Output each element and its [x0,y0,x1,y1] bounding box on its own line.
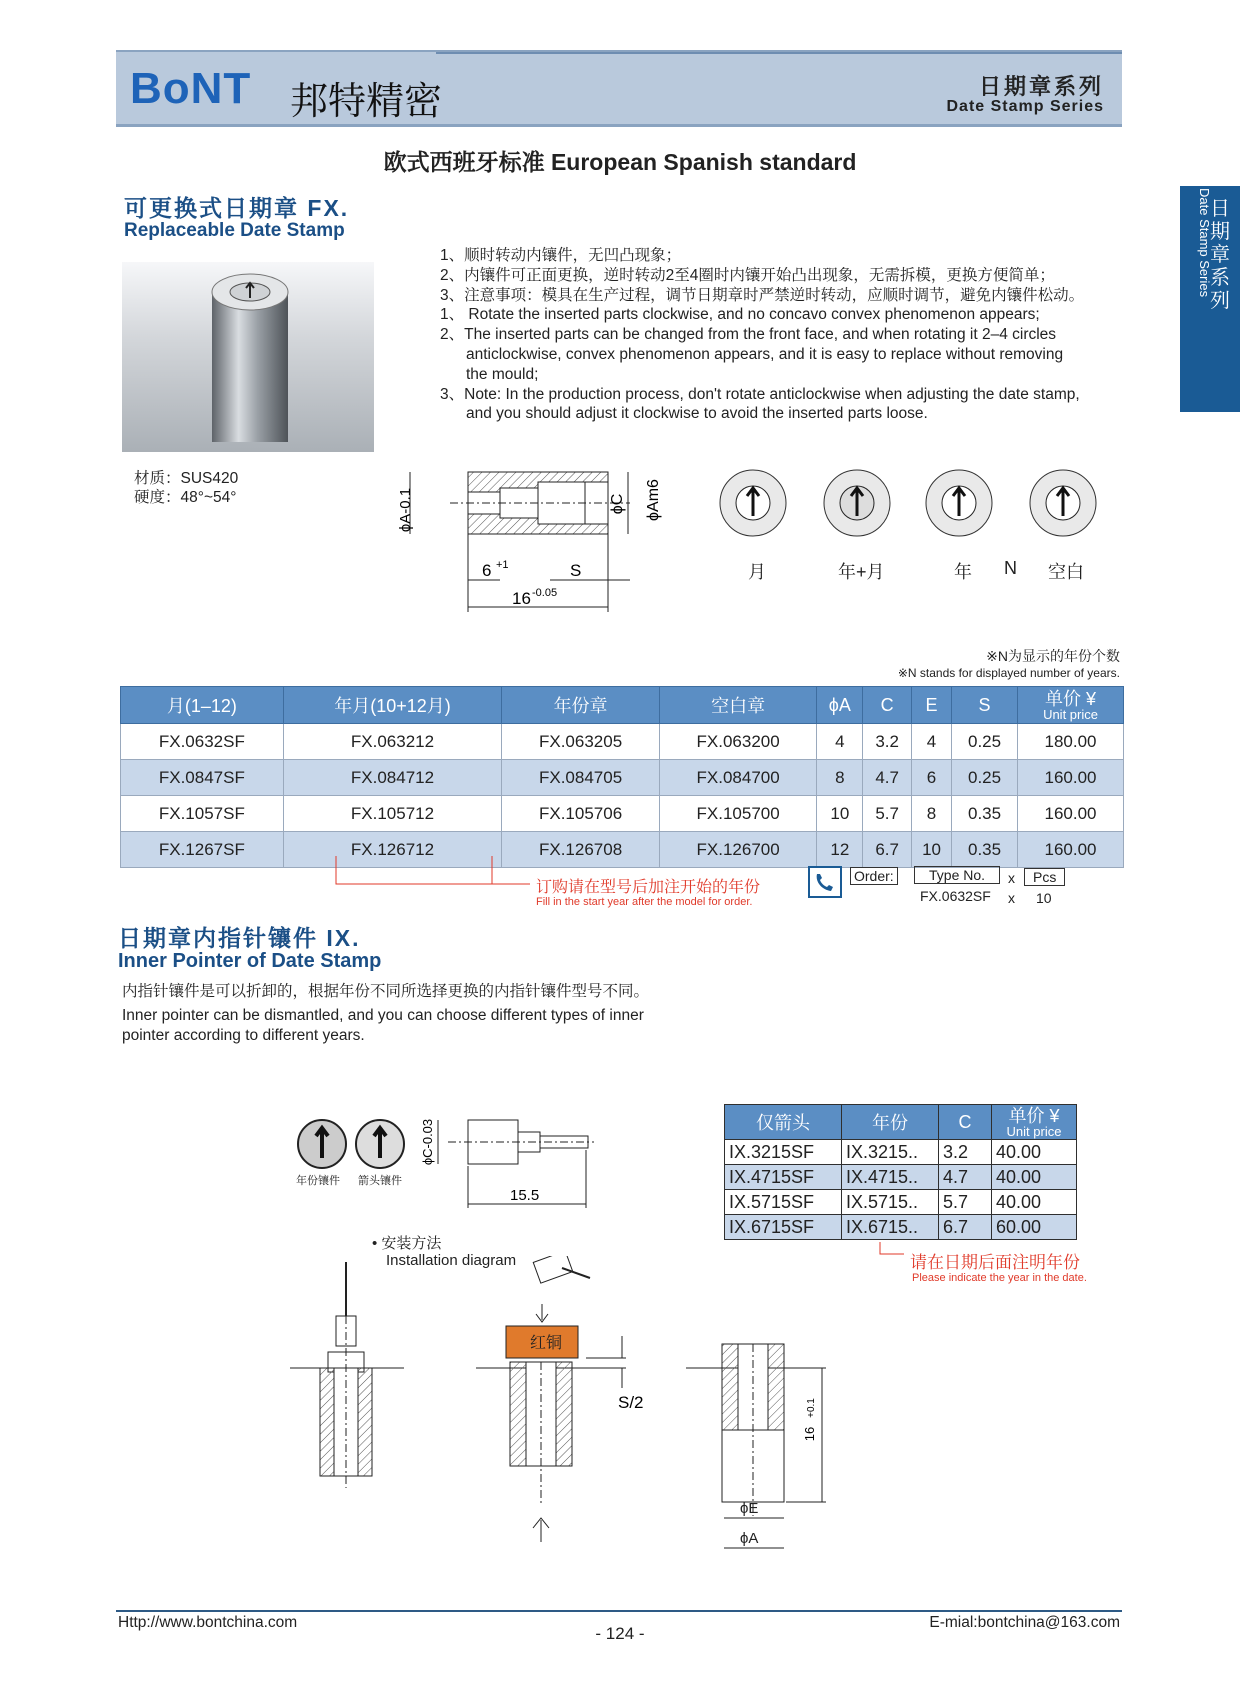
dial-icon [1028,468,1098,538]
dial-n: N [1004,558,1017,578]
cell: FX.063200 [659,724,817,760]
footer-line [116,1610,1122,1612]
cell: IX.6715SF [725,1215,842,1240]
cell: 0.25 [952,724,1018,760]
dial-label-year-month: 年+月 [838,562,885,582]
dim-a-tol: ϕA-0.1 [397,487,414,533]
series-title-en: Date Stamp Series [946,98,1104,115]
cell: FX.105700 [659,796,817,832]
note-line: the mould; [466,365,539,383]
cell: FX.126708 [502,832,660,868]
dial-label-year: 年 [954,562,972,582]
install-dim-16: 16 [802,1426,817,1442]
table-row [725,1140,1077,1165]
cell: 3.2 [863,724,912,760]
copper-label: 红铜 [530,1335,563,1352]
order-example-type: FX.0632SF [920,888,991,904]
col-header: S [952,687,1018,724]
cell: IX.3215SF [725,1140,842,1165]
order-note-en: Fill in the start year after the model for order. [536,896,753,908]
order-pcs: Pcs [1024,868,1065,886]
table-header-row [121,687,1124,724]
order-example-qty: 10 [1036,890,1052,906]
col-header: 仅箭头 [725,1105,842,1140]
dim-16-tol: -0.05 [532,587,558,599]
ix-desc-cn: 内指针镶件是可以折卸的，根据年份不同所选择更换的内指针镶件型号不同。 [122,983,650,1000]
table-row [121,724,1124,760]
phone-icon [808,866,842,903]
ix-title-cn: 日期章内指针镶件 IX. [118,925,361,951]
cell: FX.084700 [659,760,817,796]
cell: FX.1267SF [121,832,284,868]
table-header-row [725,1105,1077,1140]
col-header: 年份 [842,1105,939,1140]
dial-icon [822,468,892,538]
cell: 40.00 [992,1190,1077,1215]
col-header: ϕA [817,687,863,724]
logo-cn: 邦特精密 [290,79,443,123]
cell: FX.126712 [283,832,502,868]
cell: IX.3215.. [842,1140,939,1165]
cell: FX.084705 [502,760,660,796]
ix-note-en: Please indicate the year in the date. [912,1272,1087,1284]
dial-year-month [822,468,892,543]
cell: 40.00 [992,1165,1077,1190]
dim-16: 16 [512,589,531,608]
cell: 5.7 [939,1190,992,1215]
ix-dim-len: 15.5 [510,1187,540,1204]
table-row [725,1215,1077,1240]
ix-note-leader [878,1242,908,1262]
col-header-price [992,1105,1077,1140]
fx-title-cn: 可更换式日期章 FX. [124,195,350,221]
note-line: 1、顺时转动内镶件，无凹凸现象； [440,247,682,264]
cell: 4.7 [863,760,912,796]
dim-c: ϕC [609,493,626,515]
footer-url[interactable]: Http://www.bontchina.com [118,1614,298,1631]
side-tab-en: Date Stamp Series [1197,188,1212,298]
price-header-en: Unit price [1006,1123,1062,1139]
cell: 10 [911,832,951,868]
col-header-price [1018,687,1124,724]
hardness: 硬度：48°~54° [134,489,237,506]
ix-dim-c: ϕC-0.03 [420,1118,435,1166]
side-tab-cn: 日期章系列 [1210,198,1230,312]
dim-6-tol: +1 [496,559,509,571]
table-row [121,832,1124,868]
cell: 0.25 [952,760,1018,796]
install-dim-a: ϕA [740,1530,759,1547]
note-line: 3、Note: In the production process, don't rotate anticlockwise when adjusting the date stamp, [440,385,1080,403]
cell: IX.4715SF [725,1165,842,1190]
cell: 4.7 [939,1165,992,1190]
fx-table [120,686,1124,868]
material-info [134,469,238,507]
date-stamp-photo-icon [122,262,374,452]
table-row [725,1190,1077,1215]
cell: 180.00 [1018,724,1124,760]
install-dim-e: ϕE [740,1500,759,1517]
install-dim-16-tol: +0.1 [806,1398,817,1418]
cell: 10 [817,796,863,832]
col-header: E [911,687,951,724]
ix-desc-en1: Inner pointer can be dismantled, and you can choose different types of inner [122,1007,644,1024]
note-line: 2、The inserted parts can be changed from the front face, and when rotating it 2–4 circles [440,326,1057,344]
cell: 40.00 [992,1140,1077,1165]
dim-6: 6 [482,561,492,580]
cell: 8 [911,796,951,832]
footer-email[interactable]: E-mial:bontchina@163.com [929,1614,1120,1631]
col-header: C [863,687,912,724]
note-line: 1、 Rotate the inserted parts clockwise, and no concavo convex phenomenon appears; [440,306,1040,324]
cell: 160.00 [1018,760,1124,796]
cell: 160.00 [1018,832,1124,868]
ix-note-cn: 请在日期后面注明年份 [910,1253,1080,1272]
note-line: 3、注意事项：模具在生产过程，调节日期章时严禁逆时转动，应顺时调节，避免内镶件松动。 [440,286,1085,304]
side-tab [1180,186,1240,412]
standard-title: 欧式西班牙标准 European Spanish standard [383,149,857,175]
col-header: C [939,1105,992,1140]
cell: 4 [817,724,863,760]
ix-drawing [418,1110,598,1216]
table-row [121,796,1124,832]
col-header: 年份章 [502,687,660,724]
order-note-leader [330,856,550,888]
dial-label-month: 月 [748,562,766,582]
cell: IX.4715.. [842,1165,939,1190]
s-half: S/2 [618,1393,644,1412]
n-note-en: ※N stands for displayed number of years. [897,666,1120,680]
note-line: anticlockwise, convex phenomenon appears, and it is easy to replace without removing [466,345,1064,363]
cell: 6.7 [863,832,912,868]
cell: FX.063212 [283,724,502,760]
col-header: 年月(10+12月) [283,687,502,724]
table-row [121,760,1124,796]
cell: 0.35 [952,832,1018,868]
price-header-cn: 单价 ¥ [1008,1105,1060,1126]
dial-icon [718,468,788,538]
col-header: 空白章 [659,687,817,724]
dial-label-blank: 空白 [1048,562,1084,582]
product-photo [122,262,374,452]
order-type-no: Type No. [914,866,1000,884]
install-title-en: Installation diagram [386,1252,517,1269]
cell: FX.105712 [283,796,502,832]
cell: 4 [911,724,951,760]
install-title-cn: • 安装方法 [372,1235,442,1252]
logo: BoNT [130,64,252,113]
ix-table [724,1104,1077,1240]
fx-notes [440,246,1140,424]
cell: 3.2 [939,1140,992,1165]
dial-blank [1028,468,1098,543]
cell: FX.0632SF [121,724,284,760]
order-label: Order: [850,867,898,885]
order-x2: x [1008,890,1015,906]
table-row [725,1165,1077,1190]
series-title-cn: 日期章系列 [978,74,1104,99]
note-line: and you should adjust it clockwise to avoid the inserted parts loose. [466,405,928,423]
cell: FX.105706 [502,796,660,832]
cell: FX.063205 [502,724,660,760]
cell: IX.5715SF [725,1190,842,1215]
cell: FX.0847SF [121,760,284,796]
cell: 8 [817,760,863,796]
pointer-label-year: 年份镶件 [296,1175,340,1187]
order-x: x [1008,870,1015,886]
order-note-cn: 订购请在型号后加注开始的年份 [536,879,761,896]
ix-title-en: Inner Pointer of Date Stamp [118,950,382,972]
cell: 160.00 [1018,796,1124,832]
pointer-inserts-icon [296,1118,408,1176]
fx-drawing [390,462,680,622]
cell: 6.7 [939,1215,992,1240]
cell: FX.084712 [283,760,502,796]
cell: IX.6715.. [842,1215,939,1240]
page-number: - 124 - [595,1624,645,1643]
dim-am6: ϕAm6 [645,479,662,521]
price-header-cn: 单价 ¥ [1045,688,1097,709]
note-line: 2、内镶件可正面更换，逆时转动2至4圈时内镶开始凸出现象，无需拆模，更换方便简单； [440,266,1055,284]
cell: 6 [911,760,951,796]
material: 材质：SUS420 [134,470,239,487]
cell: 12 [817,832,863,868]
dial-year [924,468,994,543]
n-note-cn: ※N为显示的年份个数 [986,648,1120,664]
cell: IX.5715.. [842,1190,939,1215]
cell: 0.35 [952,796,1018,832]
dial-month [718,468,788,543]
cell: FX.126700 [659,832,817,868]
cell: FX.1057SF [121,796,284,832]
fx-title-en: Replaceable Date Stamp [124,220,345,241]
price-header-en: Unit price [1043,706,1098,722]
pointer-label-arrow: 箭头镶件 [358,1175,402,1187]
cell: 5.7 [863,796,912,832]
dial-icon [924,468,994,538]
dim-s: S [570,561,582,580]
col-header: 月(1–12) [121,687,284,724]
ix-desc-en2: pointer according to different years. [122,1027,365,1044]
cell: 60.00 [992,1215,1077,1240]
